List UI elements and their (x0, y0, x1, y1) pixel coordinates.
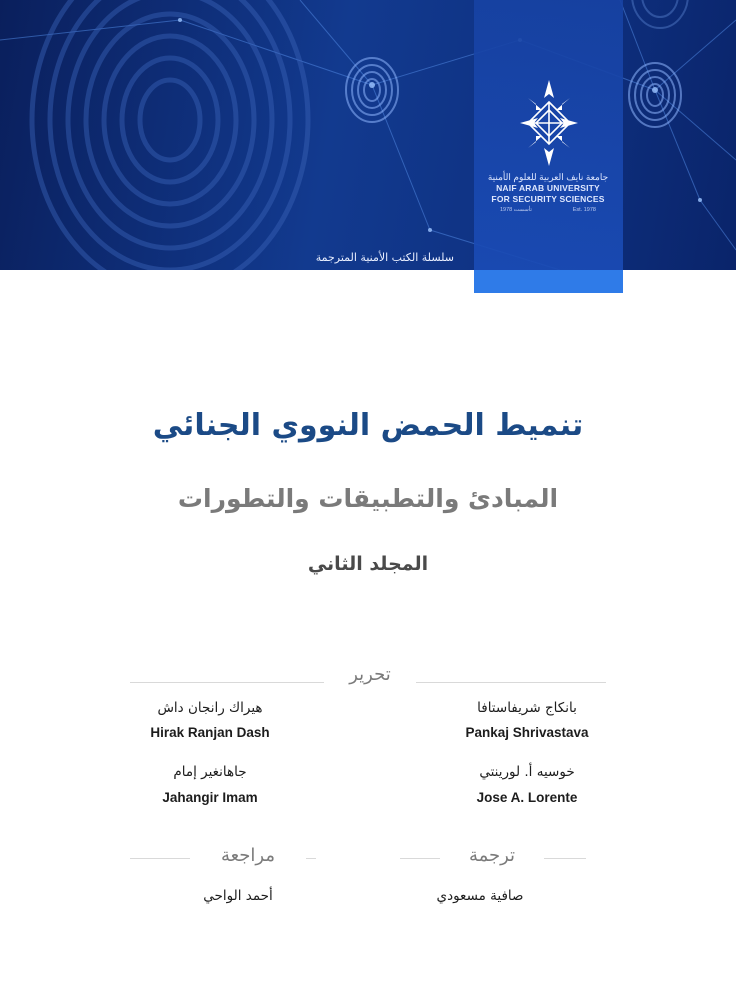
book-title: تنميط الحمض النووي الجنائي (152, 408, 584, 443)
editor-name-ar-2: هيراك رانجان داش (157, 700, 263, 716)
cover-banner (0, 0, 736, 270)
editor-name-en-1: Pankaj Shrivastava (465, 725, 589, 740)
accent-tab (474, 270, 623, 293)
book-subtitle: المبادئ والتطبيقات والتطورات (177, 484, 559, 513)
establishment-year (478, 205, 618, 216)
volume-label: المجلد الثاني (307, 553, 429, 575)
translation-label: ترجمة (440, 845, 544, 866)
reviewer-name: أحمد الواحي (203, 888, 273, 904)
series-label: سلسلة الكتب الأمنية المترجمة (315, 251, 454, 264)
translator-name: صافية مسعودي (436, 888, 524, 904)
editor-name-en-3: Jose A. Lorente (476, 790, 578, 805)
editor-name-en-2: Hirak Ranjan Dash (150, 725, 270, 740)
fingerprint-network-background (0, 0, 736, 270)
editor-name-en-4: Jahangir Imam (162, 790, 258, 805)
university-name-en-line1: NAIF ARAB UNIVERSITY (496, 183, 600, 193)
est-en: Est. 1978 (572, 207, 596, 213)
editor-name-ar-3: خوسيه أ. لورينتي (479, 764, 575, 780)
university-name (478, 172, 618, 216)
university-name-ar: جامعة نايف العربية للعلوم الأمنية (487, 172, 609, 182)
est-ar: تأسست 1978 (500, 207, 532, 213)
editor-name-ar-1: بانكاج شريفاستافا (477, 700, 577, 716)
star-emblem-icon (518, 78, 580, 168)
university-name-en-line2: FOR SECURITY SCIENCES (491, 194, 605, 204)
university-logo (490, 78, 608, 172)
review-label: مراجعة (190, 845, 306, 866)
editor-name-ar-4: جاهانغير إمام (173, 764, 247, 780)
editing-label: تحرير (324, 664, 416, 685)
